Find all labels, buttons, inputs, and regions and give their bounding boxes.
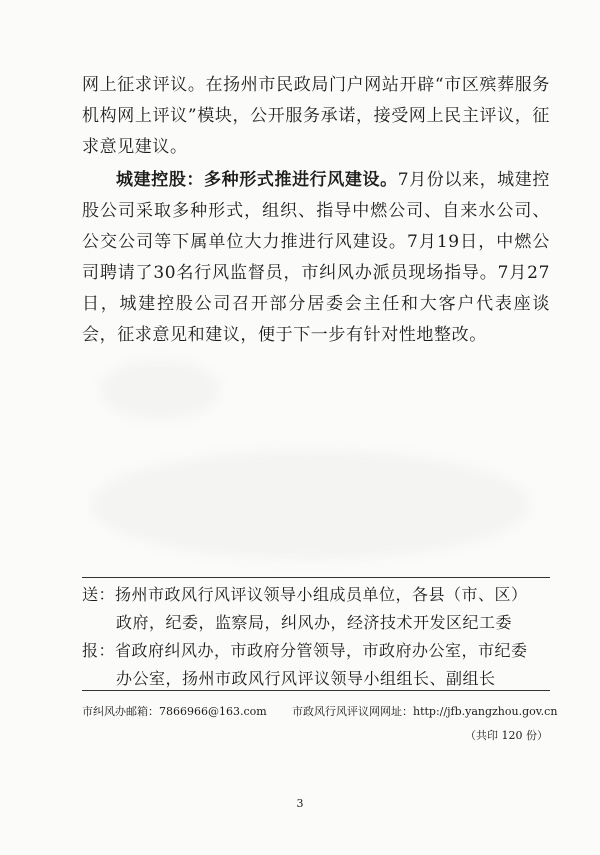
bottom-divider: [82, 690, 550, 691]
report-label: 报：: [82, 641, 116, 660]
paragraph-body: 7月份以来，城建控股公司采取多种形式，组织、指导中燃公司、自来水公司、公交公司等下属单位大力推进行风建设。7月19日，中燃公司聘请了30名行风监督员，市纠风办派员现场指导。7月27日，城建控股公司召开部分居委会主任和大客户代表座谈会，征求意见和建议，便于下一步有针对性地整改。: [82, 170, 550, 345]
send-line-2: 政府，纪委，监察局，纠风办，经济技术开发区纪工委: [116, 613, 513, 632]
send-label: 送：: [82, 585, 116, 604]
paragraph-urban-construction: [82, 165, 550, 351]
contact-email: 市纠风办邮箱：7866966@163.com: [82, 705, 267, 718]
page-number: 3: [296, 797, 304, 810]
report-line-1: 省政府纠风办，市政府分管领导，市政府办公室，市纪委: [115, 641, 528, 660]
send-to-block: [82, 581, 550, 637]
paragraph-heading: 城建控股：多种形式推进行风建设。: [116, 170, 398, 190]
scan-smudge: [90, 450, 530, 560]
top-divider: [82, 577, 550, 578]
print-copies: （共印 120 份）: [465, 729, 548, 742]
paragraph-online-review: 网上征求评议。在扬州市民政局门户网站开辟“市区殡葬服务机构网上评议”模块，公开服务承诺，接受网上民主评议，征求意见建议。: [82, 75, 550, 157]
send-line-1: 扬州市政风行风评议领导小组成员单位，各县（市、区）: [115, 585, 528, 604]
report-to-block: [82, 637, 550, 693]
report-line-2: 办公室，扬州市政风行风评议领导小组组长、副组长: [116, 669, 496, 688]
scan-smudge: [100, 360, 220, 420]
website-address: 市政风行风评议网网址：http://jfb.yangzhou.gov.cn: [292, 705, 558, 718]
